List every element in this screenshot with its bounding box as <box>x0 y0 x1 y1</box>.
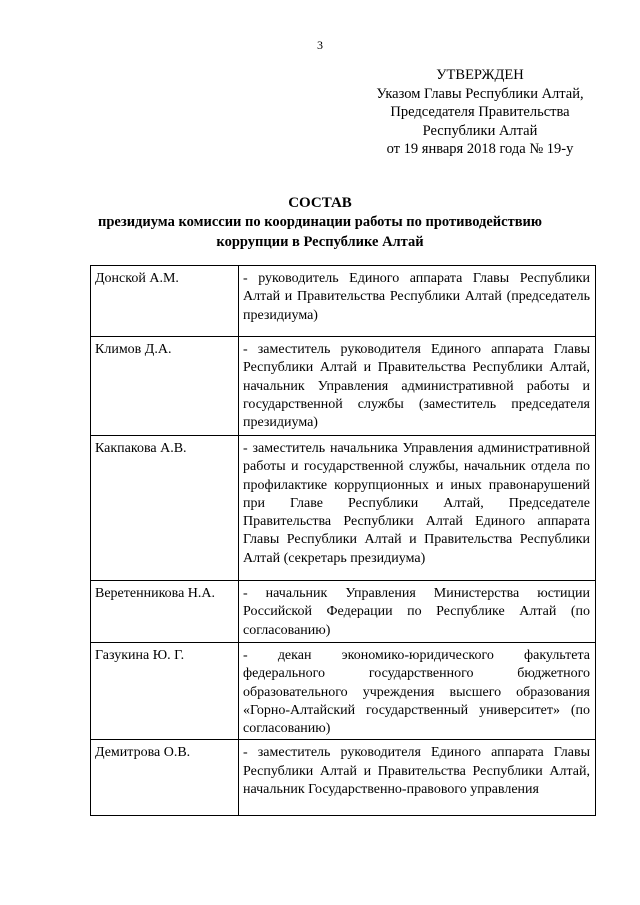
member-name: Газукина Ю. Г. <box>91 643 239 740</box>
table-row <box>91 436 596 581</box>
member-role: - начальник Управления Министерства юстиции Российской Федерации по Республике Алтай (по согласованию) <box>239 581 596 643</box>
approval-position: Председателя Правительства <box>390 104 570 120</box>
member-name: Веретенникова Н.А. <box>91 581 239 643</box>
member-role: - заместитель начальника Управления административной работы и государственной службы, начальник отдела по профилактике коррупционных и иных правонарушений при Главе Республики Алтай, Председателе Правительства Республики Алтай Единого аппарата Главы Республики Алтай и Правительства Республики Алтай (секретарь президиума) <box>239 436 596 581</box>
table-row <box>91 740 596 816</box>
table-row <box>91 643 596 740</box>
approval-decree: Указом Главы Республики Алтай, <box>376 85 584 102</box>
member-name: Климов Д.А. <box>91 337 239 436</box>
member-name: Демитрова О.В. <box>91 740 239 816</box>
member-role: - заместитель руководителя Единого аппарата Главы Республики Алтай и Правительства Республики Алтай, начальник Управления административной работы и государственной службы (заместитель председателя президиума) <box>239 337 596 436</box>
approval-block <box>360 66 600 159</box>
member-role: - декан экономико-юридического факультета федерального государственного бюджетного образовательного учреждения высшего образования «Горно-Алтайский государственный университет» (по согласованию) <box>239 643 596 740</box>
member-role: - заместитель руководителя Единого аппарата Главы Республики Алтай и Правительства Республики Алтай, начальник Государственно-правового управления <box>239 740 596 816</box>
approval-region: Республики Алтай <box>422 122 538 139</box>
table-row <box>91 266 596 337</box>
member-name: Донской А.М. <box>91 266 239 337</box>
approval-status: УТВЕРЖДЕН <box>436 67 524 83</box>
approval-date: от 19 января 2018 года № 19-у <box>386 141 574 157</box>
table-row <box>91 581 596 643</box>
document-title: СОСТАВ <box>288 195 352 211</box>
page-number: 3 <box>317 38 323 52</box>
member-role: - руководитель Единого аппарата Главы Республики Алтай и Правительства Республики Алтай (председатель президиума) <box>239 266 596 337</box>
members-table <box>90 265 596 816</box>
document-subtitle: президиума комиссии по координации работы по противодействию коррупции в Республике Алтай <box>98 214 542 250</box>
member-name: Какпакова А.В. <box>91 436 239 581</box>
table-row <box>91 337 596 436</box>
